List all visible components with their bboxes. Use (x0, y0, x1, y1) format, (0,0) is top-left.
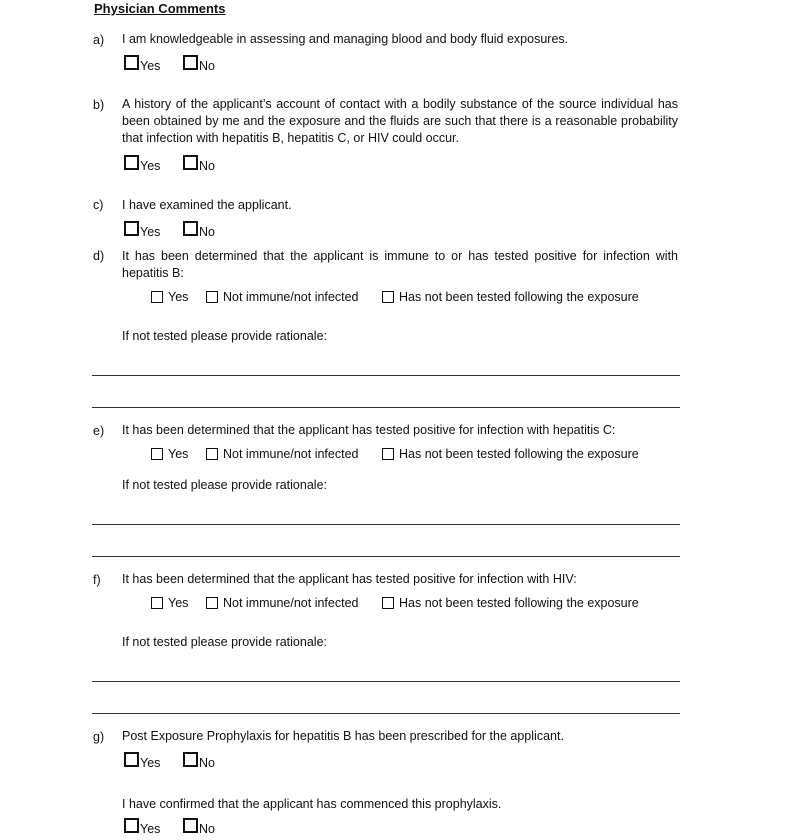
question-f-text: It has been determined that the applicant has tested positive for infection with HIV: (122, 572, 577, 586)
question-c-letter: c) (93, 198, 104, 212)
question-d-letter: d) (93, 249, 105, 263)
rationale-label: If not tested please provide rationale: (122, 329, 327, 343)
rationale-line[interactable] (92, 375, 680, 376)
checkbox[interactable] (124, 752, 139, 767)
not-tested-label: Has not been tested following the exposure (399, 447, 639, 461)
no-label: No (199, 59, 215, 73)
question-d-not-immune[interactable] (206, 290, 359, 304)
yes-label: Yes (168, 447, 189, 461)
checkbox[interactable] (151, 448, 163, 460)
question-b-letter: b) (93, 98, 105, 112)
yes-label: Yes (140, 59, 161, 73)
checkbox[interactable] (206, 291, 218, 303)
question-b-yes[interactable] (124, 155, 161, 173)
not-immune-label: Not immune/not infected (223, 290, 359, 304)
question-f-not-immune[interactable] (206, 596, 359, 610)
question-c-yes[interactable] (124, 221, 161, 239)
yes-label: Yes (140, 822, 161, 836)
question-g-followup-yes[interactable] (124, 818, 161, 836)
yes-label: Yes (168, 596, 189, 610)
rationale-line[interactable] (92, 524, 680, 525)
question-a-text: I am knowledgeable in assessing and managing blood and body fluid exposures. (122, 32, 569, 46)
rationale-label: If not tested please provide rationale: (122, 478, 327, 492)
checkbox[interactable] (151, 597, 163, 609)
checkbox[interactable] (124, 155, 139, 170)
question-c-text: I have examined the applicant. (122, 198, 292, 212)
rationale-line[interactable] (92, 556, 680, 557)
question-g-letter: g) (93, 730, 105, 744)
question-f-yes[interactable] (151, 596, 188, 610)
yes-label: Yes (140, 159, 161, 173)
question-e-not-tested[interactable] (382, 447, 639, 461)
question-d-yes[interactable] (151, 290, 188, 304)
checkbox[interactable] (183, 155, 198, 170)
not-immune-label: Not immune/not infected (223, 596, 359, 610)
question-a-yes[interactable] (124, 55, 161, 73)
checkbox[interactable] (382, 448, 394, 460)
checkbox[interactable] (206, 597, 218, 609)
checkbox[interactable] (183, 221, 198, 236)
page-title: Physician Comments (94, 1, 226, 16)
question-b-no[interactable] (183, 155, 215, 173)
question-e-not-immune[interactable] (206, 447, 359, 461)
not-tested-label: Has not been tested following the exposure (399, 596, 639, 610)
question-e-text: It has been determined that the applicant has tested positive for infection with hepatitis C: (122, 423, 616, 437)
rationale-line[interactable] (92, 681, 680, 682)
question-c-no[interactable] (183, 221, 215, 239)
checkbox[interactable] (151, 291, 163, 303)
checkbox[interactable] (124, 221, 139, 236)
question-b-text: A history of the applicant’s account of contact with a bodily substance of the source individual has been obtained by me and the exposure and the fluids are such that there is a reasonable probability that infection with hepatitis B, hepatitis C, or HIV could occur. (122, 97, 678, 145)
rationale-line[interactable] (92, 713, 680, 714)
question-a-no[interactable] (183, 55, 215, 73)
question-d-not-tested[interactable] (382, 290, 639, 304)
not-immune-label: Not immune/not infected (223, 447, 359, 461)
question-f-not-tested[interactable] (382, 596, 639, 610)
question-g-text: Post Exposure Prophylaxis for hepatitis B has been prescribed for the applicant. (122, 729, 564, 743)
not-tested-label: Has not been tested following the exposure (399, 290, 639, 304)
checkbox[interactable] (382, 291, 394, 303)
yes-label: Yes (140, 225, 161, 239)
yes-label: Yes (140, 756, 161, 770)
no-label: No (199, 822, 215, 836)
checkbox[interactable] (124, 818, 139, 833)
no-label: No (199, 756, 215, 770)
yes-label: Yes (168, 290, 189, 304)
rationale-label: If not tested please provide rationale: (122, 635, 327, 649)
checkbox[interactable] (382, 597, 394, 609)
question-a-letter: a) (93, 33, 105, 47)
question-f-letter: f) (93, 573, 101, 587)
question-e-letter: e) (93, 424, 105, 438)
question-g-yes[interactable] (124, 752, 161, 770)
checkbox[interactable] (183, 818, 198, 833)
question-g-followup-no[interactable] (183, 818, 215, 836)
no-label: No (199, 159, 215, 173)
checkbox[interactable] (183, 55, 198, 70)
question-d-text: It has been determined that the applicant is immune to or has tested positive for infection with hepatitis B: (122, 249, 678, 280)
question-g-followup-text: I have confirmed that the applicant has commenced this prophylaxis. (122, 797, 502, 811)
checkbox[interactable] (124, 55, 139, 70)
checkbox[interactable] (206, 448, 218, 460)
checkbox[interactable] (183, 752, 198, 767)
rationale-line[interactable] (92, 407, 680, 408)
question-g-no[interactable] (183, 752, 215, 770)
question-e-yes[interactable] (151, 447, 188, 461)
no-label: No (199, 225, 215, 239)
